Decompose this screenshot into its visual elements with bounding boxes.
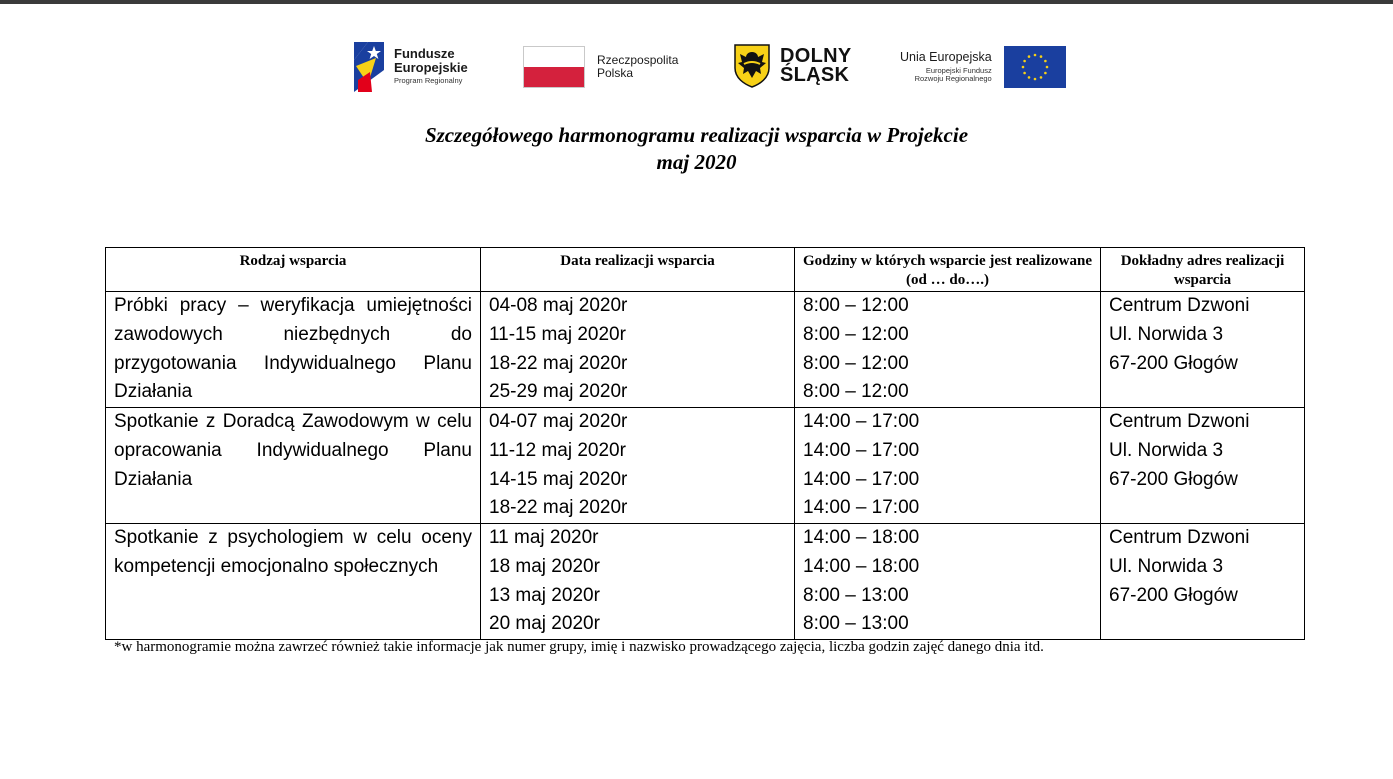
fundusze-europejskie-icon	[354, 40, 384, 92]
table-row	[106, 524, 1305, 640]
footnote: *w harmonogramie można zawrzeć również takie informacje jak numer grupy, imię i nazwisko prowadzącego zajęcia, liczba godzin zajęć danego dnia itd.	[114, 639, 1044, 655]
address-cell	[1101, 524, 1305, 640]
title-line2: maj 2020	[656, 150, 737, 174]
logo-unia-europejska	[900, 46, 1066, 88]
hours-item: 14:00 – 17:00	[803, 468, 920, 490]
support-type-cell: Spotkanie z psychologiem w celu oceny kompetencji emocjonalno społecznych	[106, 524, 481, 640]
date-item: 11-15 maj 2020r	[489, 323, 626, 345]
address-line: 67-200 Głogów	[1109, 584, 1238, 606]
logo-rzeczpospolita-polska	[523, 46, 678, 88]
dates-cell	[481, 292, 795, 408]
date-item: 04-07 maj 2020r	[489, 411, 628, 432]
hours-cell	[795, 524, 1101, 640]
title-line1: Szczegółowego harmonogramu realizacji wsparcia w Projekcie	[424, 123, 969, 147]
date-item: 11-12 maj 2020r	[489, 439, 626, 461]
support-type-cell: Spotkanie z Doradcą Zawodowym w celu opracowania Indywidualnego Planu Działania	[106, 408, 481, 524]
ds-line1: DOLNY	[780, 45, 852, 67]
header-date: Data realizacji wsparcia	[481, 248, 795, 292]
document-title	[0, 122, 1393, 176]
window-top-border	[0, 0, 1393, 4]
hours-item: 8:00 – 13:00	[803, 613, 909, 635]
logo-fundusze-europejskie	[354, 40, 468, 92]
address-line: 67-200 Głogów	[1109, 352, 1238, 374]
rp-line1: Rzeczpospolita	[597, 53, 679, 68]
address-line: Ul. Norwida 3	[1109, 555, 1224, 577]
table-header-row	[106, 248, 1305, 292]
hours-item: 14:00 – 17:00	[803, 439, 920, 461]
table-row	[106, 292, 1305, 408]
header-address: Dokładny adres realizacji wsparcia	[1101, 248, 1305, 292]
address-cell	[1101, 292, 1305, 408]
hours-item: 14:00 – 17:00	[803, 411, 920, 432]
fe-line1: Fundusze	[394, 46, 455, 62]
ue-line2: Europejski Fundusz	[925, 66, 992, 76]
eu-flag-icon	[1004, 46, 1066, 88]
hours-cell	[795, 408, 1101, 524]
hours-item: 14:00 – 18:00	[803, 527, 920, 548]
dates-cell	[481, 524, 795, 640]
address-line: Ul. Norwida 3	[1109, 323, 1224, 345]
logo-dolny-slask	[734, 44, 852, 88]
date-item: 11 maj 2020r	[489, 527, 599, 548]
fe-line3: Program Regionalny	[394, 75, 463, 85]
hours-item: 14:00 – 18:00	[803, 555, 920, 577]
hours-item: 8:00 – 13:00	[803, 584, 909, 606]
address-line: Centrum Dzwoni	[1109, 295, 1250, 316]
fe-line2: Europejskie	[394, 60, 468, 76]
polish-flag-icon	[523, 46, 585, 88]
table-row	[106, 408, 1305, 524]
date-item: 13 maj 2020r	[489, 584, 600, 606]
hours-item: 8:00 – 12:00	[803, 352, 909, 374]
ue-line3: Rozwoju Regionalnego	[914, 74, 992, 84]
address-line: Centrum Dzwoni	[1109, 527, 1250, 548]
hours-item: 14:00 – 17:00	[803, 497, 920, 519]
hours-item: 8:00 – 12:00	[803, 381, 909, 403]
hours-item: 8:00 – 12:00	[803, 295, 909, 316]
date-item: 04-08 maj 2020r	[489, 295, 628, 316]
header-support-type: Rodzaj wsparcia	[106, 248, 481, 292]
support-type-cell: Próbki pracy – weryfikacja umiejętności zawodowych niezbędnych do przygotowania Indywidualnego Planu Działania	[106, 292, 481, 408]
date-item: 25-29 maj 2020r	[489, 381, 628, 403]
header-hours: Godziny w których wsparcie jest realizowane (od … do….)	[795, 248, 1101, 292]
date-item: 18 maj 2020r	[489, 555, 600, 577]
ds-line2: ŚLĄSK	[780, 64, 850, 86]
address-cell	[1101, 408, 1305, 524]
date-item: 18-22 maj 2020r	[489, 352, 628, 374]
date-item: 18-22 maj 2020r	[489, 497, 628, 519]
ue-line1: Unia Europejska	[900, 50, 992, 65]
date-item: 14-15 maj 2020r	[489, 468, 628, 490]
hours-item: 8:00 – 12:00	[803, 323, 909, 345]
dates-cell	[481, 408, 795, 524]
address-line: Ul. Norwida 3	[1109, 439, 1224, 461]
eagle-shield-icon	[734, 44, 770, 88]
logo-bar	[0, 40, 1393, 100]
rp-line2: Polska	[597, 66, 634, 80]
address-line: 67-200 Głogów	[1109, 468, 1238, 490]
schedule-table	[105, 247, 1305, 640]
hours-cell	[795, 292, 1101, 408]
address-line: Centrum Dzwoni	[1109, 411, 1250, 432]
date-item: 20 maj 2020r	[489, 613, 600, 635]
